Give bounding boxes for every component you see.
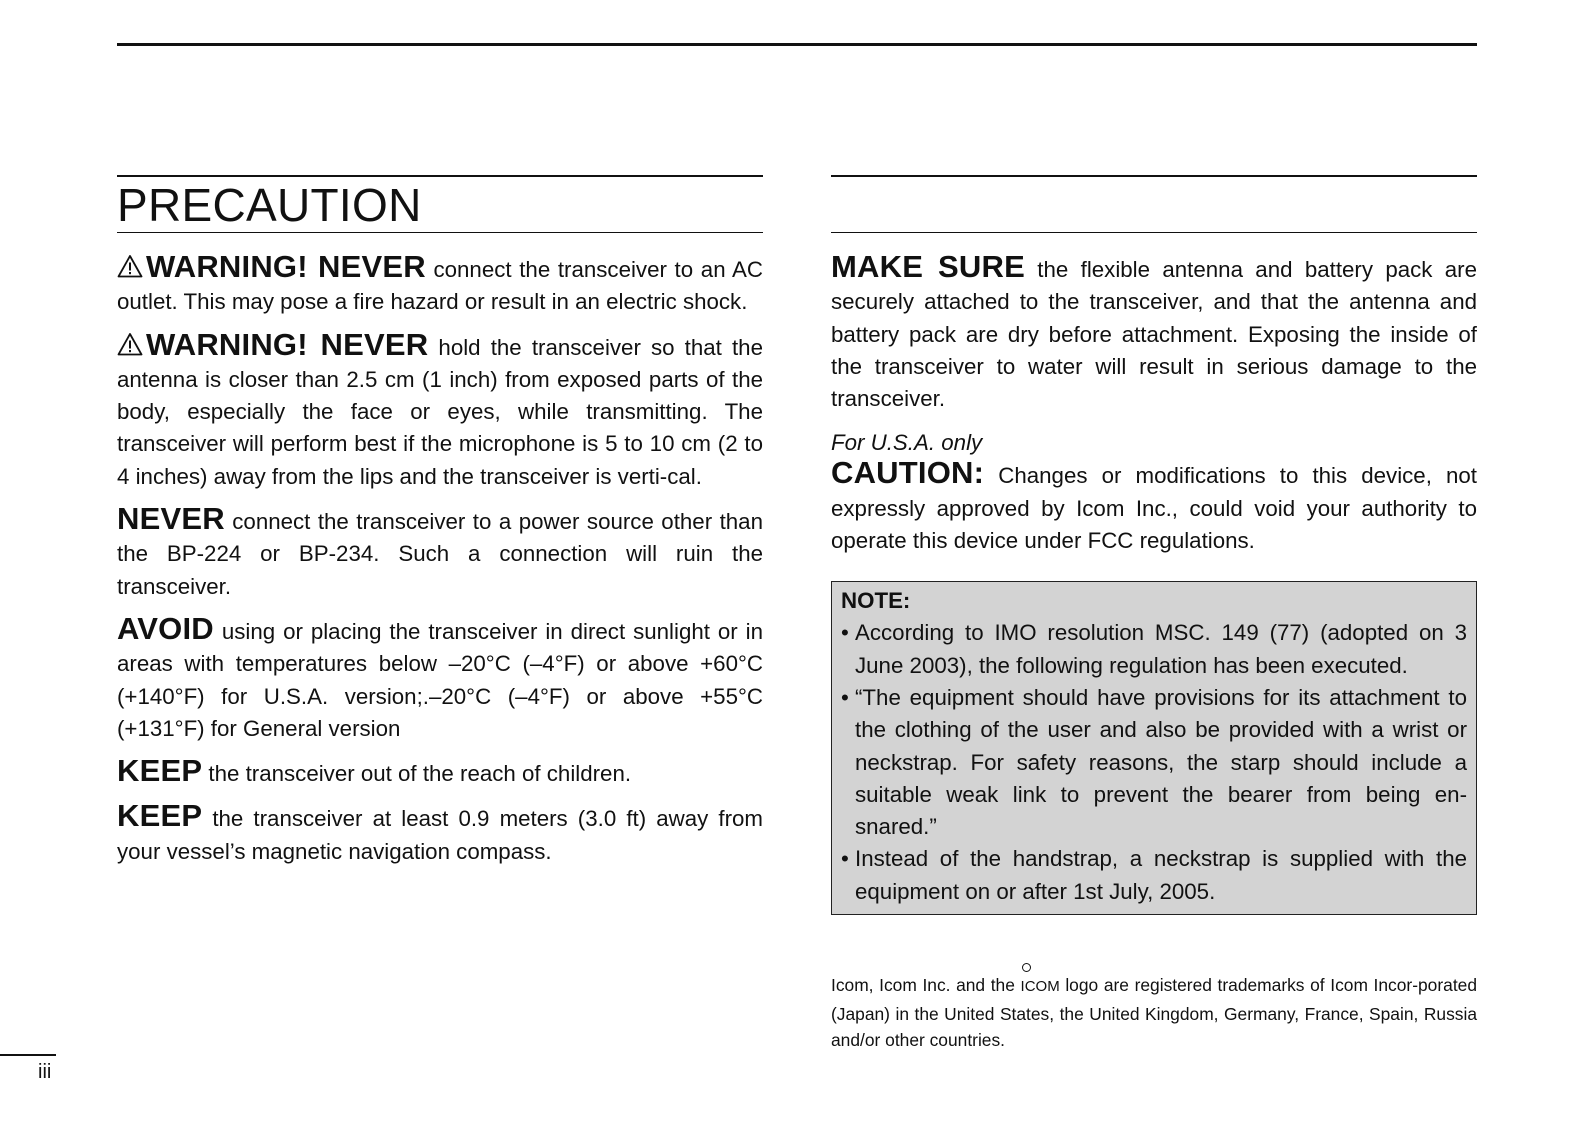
caution-lead: CAUTION: [831, 455, 985, 491]
page-number: iii [38, 1061, 52, 1083]
top-rule [117, 43, 1477, 46]
note-title: NOTE: [841, 588, 911, 614]
keep-text: the transceiver at least 0.9 meters (3.0 ft) away from your vessel’s magnetic navigation compass. [117, 806, 763, 864]
keep-compass-paragraph [117, 800, 763, 868]
never-power-paragraph [117, 503, 763, 603]
caution-text: Changes or modifications to this device, not expressly approved by Icom Inc., could void your authority to operate this device under FCC regulations. [831, 463, 1477, 554]
keep-lead: KEEP [117, 753, 203, 789]
make-sure-lead: MAKE SURE [831, 249, 1025, 284]
keep-text: the transceiver out of the reach of children. [202, 761, 632, 787]
icom-logo: ICOM [1021, 972, 1060, 1001]
trademark-footnote: Icom, Icom Inc. and the ICOM logo are registered trademarks of Icom Incor-porated (Japan) in the United States, the United Kingdom, Germany, France, Spain, Russia and/or other countries. [831, 972, 1477, 1054]
bullet: • [841, 620, 849, 646]
avoid-paragraph [117, 610, 763, 745]
header-space [831, 177, 1477, 232]
keep-children-paragraph [117, 755, 763, 790]
note-item: • Instead of the handstrap, a neckstrap is supplied with the equipment on or after 1st July, 2005. [841, 843, 1467, 908]
never-text: connect the transceiver to a power source other than the BP-224 or BP-234. Such a connection will ruin the transceiver. [117, 509, 763, 599]
make-sure-text: the flexible antenna and battery pack are securely attached to the transceiver, and that the antenna and battery pack are dry before attachment. Exposing the inside of the transceiver to water will result in serious damage to the transceiver. [831, 257, 1477, 412]
page-number-rule [0, 1054, 56, 1056]
warning-lead: WARNING! NEVER [146, 326, 429, 362]
usa-only-label: For U.S.A. only [831, 430, 983, 456]
avoid-lead: AVOID [117, 610, 214, 646]
warning-triangle-icon [117, 332, 143, 356]
warning-text: connect the transceiver to an AC outlet. This may pose a fire hazard or result in an electric shock. [117, 257, 763, 315]
cautions-column [831, 175, 1477, 915]
title-top-rule [117, 175, 763, 177]
warning-triangle-icon [117, 254, 143, 278]
title-bottom-rule [117, 232, 763, 234]
warning-ac-outlet-paragraph [117, 251, 763, 319]
note-item: • “The equipment should have provisions for its attachment to the clothing of the user and also be provided with a wrist or neckstrap. For safety reasons, the starp should include a suitable weak link to prevent the bearer from being en-snared.” [841, 682, 1467, 843]
note-list [841, 617, 1467, 908]
keep-lead: KEEP [117, 798, 203, 834]
note-box [831, 581, 1477, 915]
warning-text: hold the transceiver so that the antenna is closer than 2.5 cm (1 inch) from exposed parts of the body, especially the face or eyes, while transmitting. The transceiver will perform best if the microphone is 5 to 10 cm (2 to 4 inches) away from the lips and the transceiver is verti-cal. [117, 334, 763, 489]
make-sure-paragraph [831, 251, 1477, 415]
caution-paragraph [831, 457, 1477, 557]
never-lead: NEVER [117, 501, 225, 537]
avoid-text: using or placing the transceiver in direct sunlight or in areas with temperatures below –20°C (–4°F) or above +60°C (+140°F) for U.S.A. version;.–20°C (–4°F) or above +55°C (+131°F) for General version [117, 618, 763, 741]
bullet: • [841, 684, 849, 710]
bullet: • [841, 846, 849, 872]
page-title: PRECAUTION [117, 178, 422, 231]
header-bottom-rule [831, 232, 1477, 234]
precaution-column [117, 175, 763, 868]
warning-lead: WARNING! NEVER [146, 249, 426, 284]
registered-ring-icon [1022, 963, 1031, 972]
note-item: • According to IMO resolution MSC. 149 (77) (adopted on 3 June 2003), the following regulation has been executed. [841, 617, 1467, 682]
warning-antenna-paragraph [117, 326, 763, 493]
